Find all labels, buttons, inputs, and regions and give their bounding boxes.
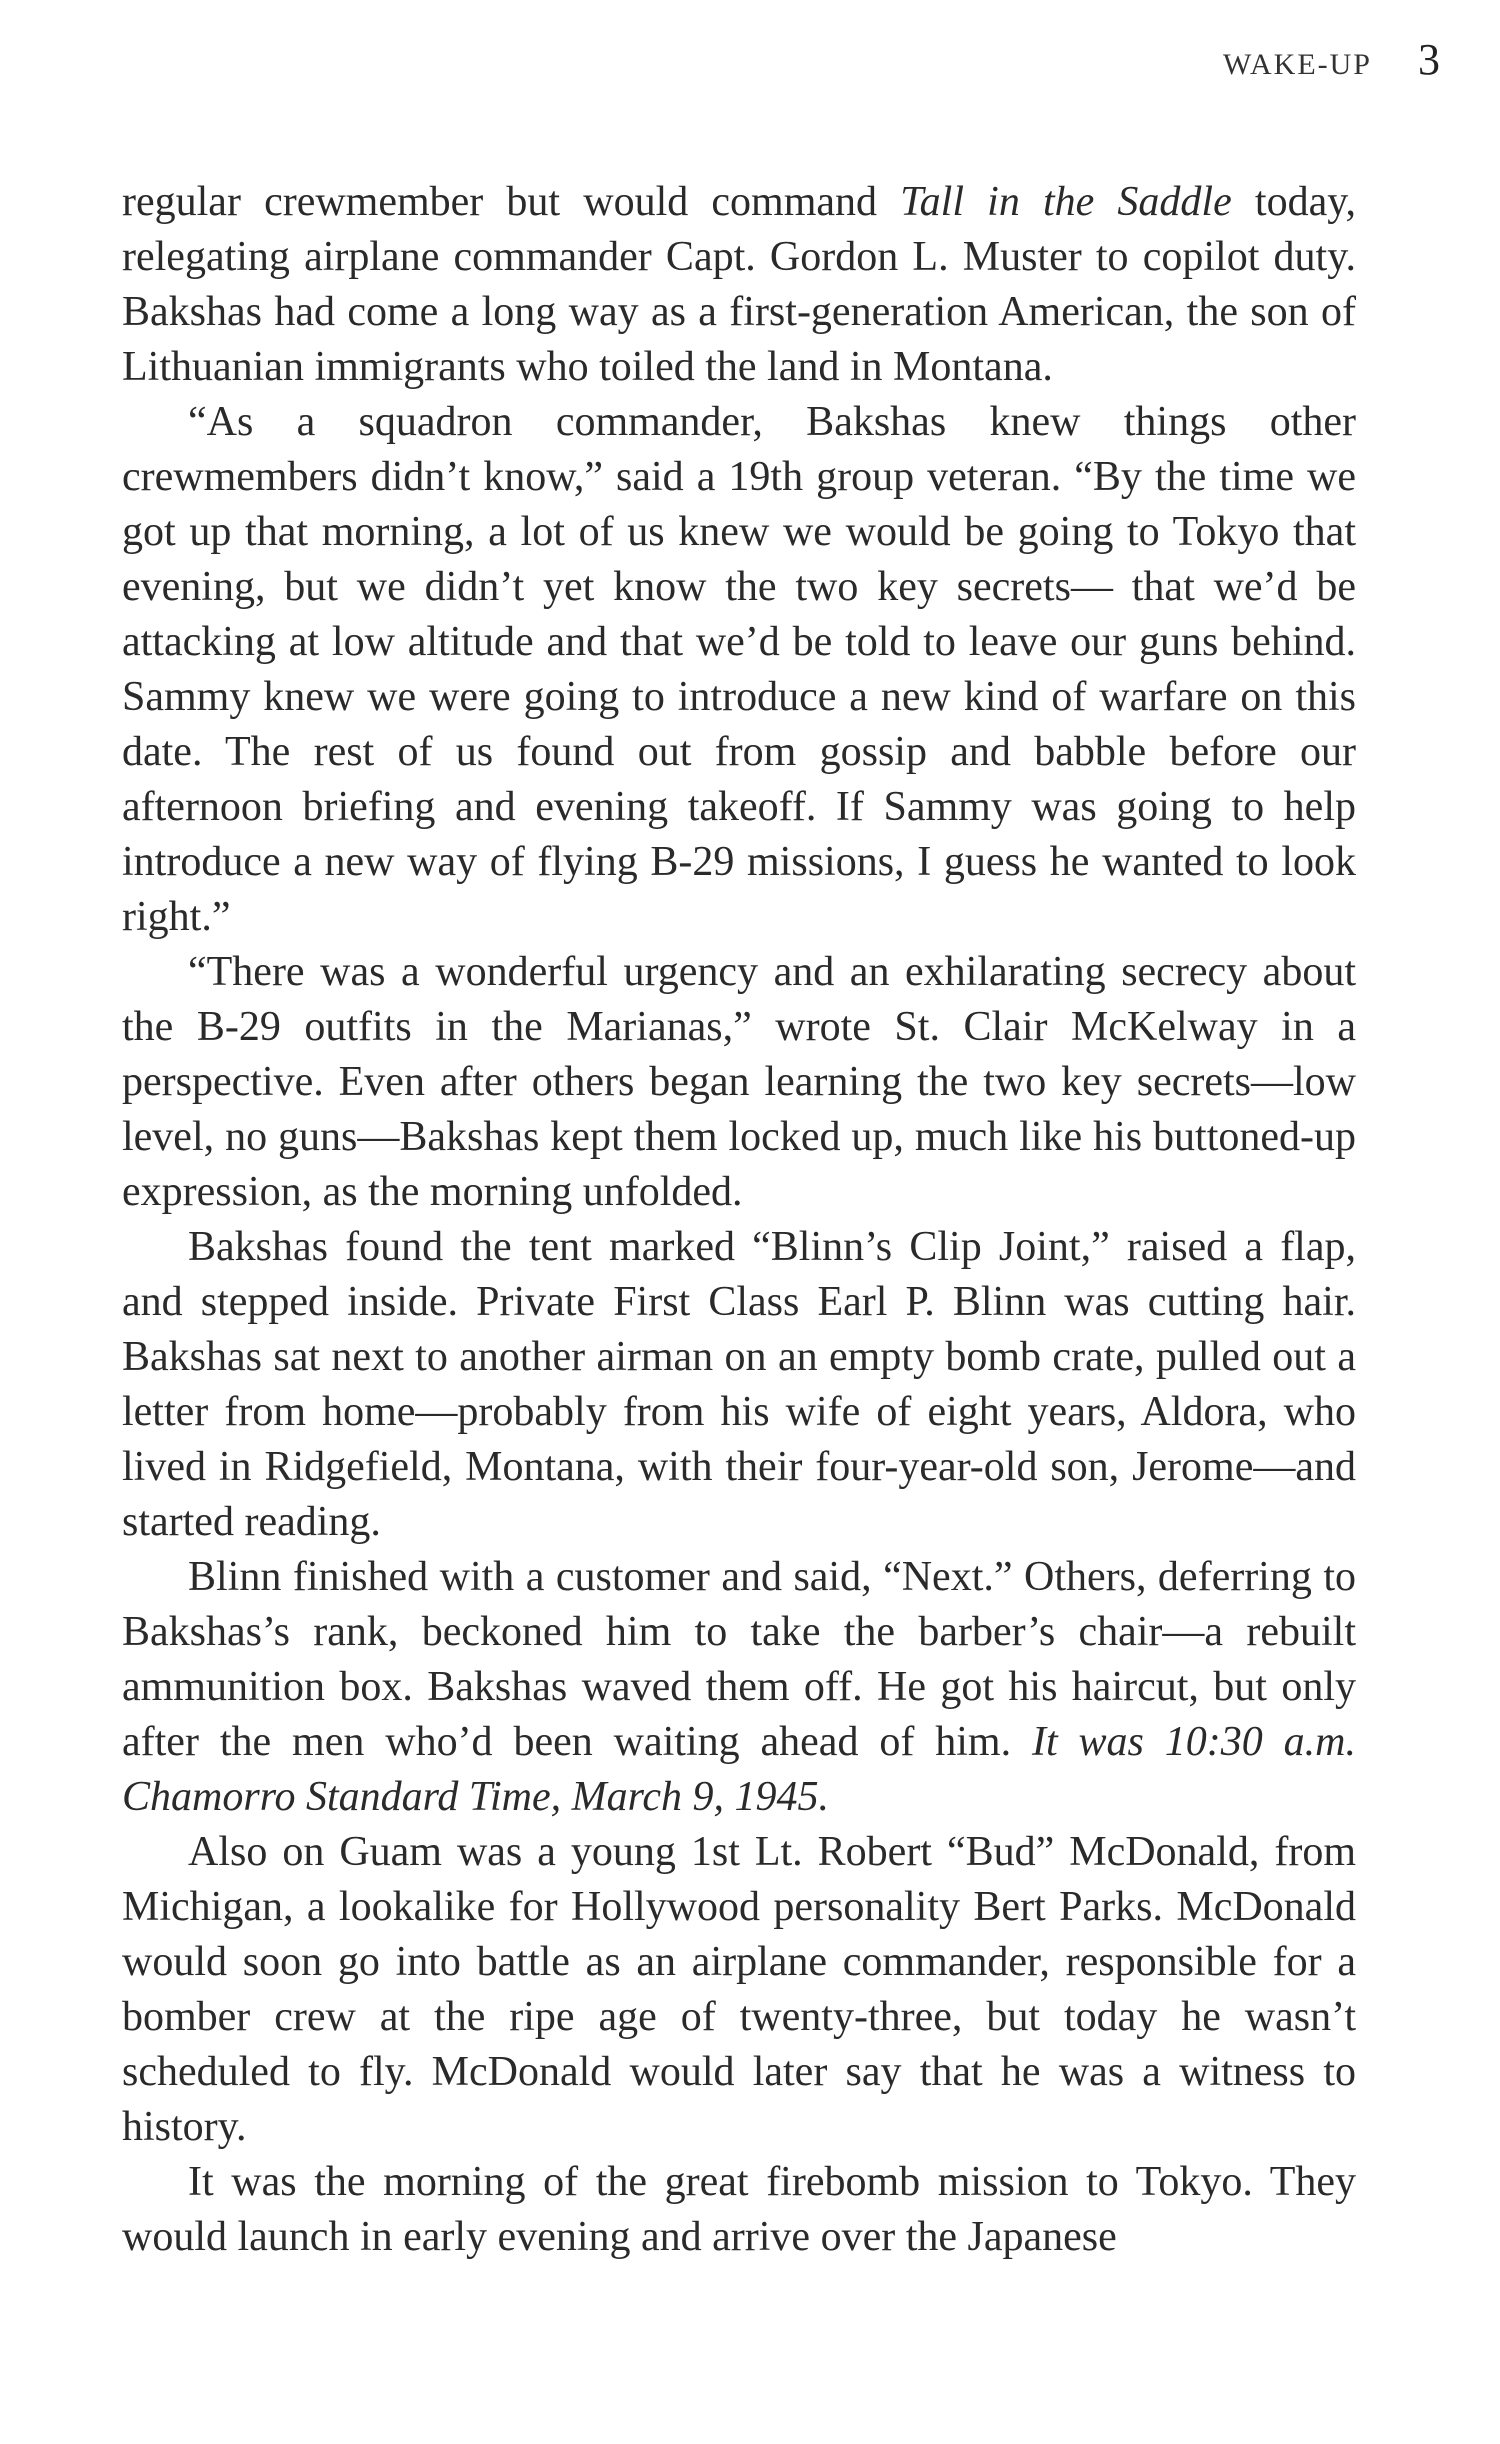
italic-text: Tall in the Saddle (900, 179, 1232, 225)
text-run: Bakshas found the tent marked “Blinn’s Clip Joint,” raised a flap, and stepped inside. Private First Class Earl P. Blinn was cutting hair. Bakshas sat next to another airman on an empty bomb crate, pulled out a letter from home—probably from his wife of eight years, Aldora, who lived in Ridgefield, Montana, with their four-year-old son, Jerome—and started reading. (122, 1224, 1356, 1545)
text-run: It was the morning of the great firebomb mission to Tokyo. They would launch in early evening and arrive over the Japanese (122, 2159, 1356, 2260)
running-title: WAKE-UP (1223, 48, 1372, 81)
italic-text: It was 10:30 a.m. Chamorro Standard Time, March 9, 1945. (122, 1719, 1356, 1820)
text-run: regular crewmember but would command (122, 179, 901, 225)
text-run: Also on Guam was a young 1st Lt. Robert “Bud” McDonald, from Michigan, a lookalike for Hollywood personality Bert Parks. McDonald would soon go into battle as an airplane commander, responsible for a bomber crew at the ripe age of twenty-three, but today he wasn’t scheduled to fly. McDonald would later say that he was a witness to history. (122, 1829, 1356, 2150)
body-text (122, 175, 1356, 2265)
paragraph (122, 945, 1356, 1220)
paragraph (122, 1825, 1356, 2155)
paragraph (122, 1550, 1356, 1825)
paragraph (122, 2155, 1356, 2265)
running-head (1150, 34, 1440, 84)
text-run: Blinn finished with a customer and said, “Next.” Others, deferring to Bakshas’s rank, beckoned him to take the barber’s chair—a rebuilt ammunition box. Bakshas waved them off. He got his haircut, but only after the men who’d been waiting ahead of him. (122, 1554, 1356, 1765)
paragraph (122, 175, 1356, 395)
text-run: today, relegating airplane commander Capt. Gordon L. Muster to copilot duty. Bakshas had come a long way as a first-generation American, the son of Lithuanian immigrants who toiled the land in Montana. (122, 179, 1356, 390)
page-number: 3 (1418, 35, 1440, 84)
paragraph (122, 1220, 1356, 1550)
text-run: “As a squadron commander, Bakshas knew things other crewmembers didn’t know,” said a 19th group veteran. “By the time we got up that morning, a lot of us knew we would be going to Tokyo that evening, but we didn’t yet know the two key secrets— that we’d be attacking at low altitude and that we’d be told to leave our guns behind. Sammy knew we were going to introduce a new kind of warfare on this date. The rest of us found out from gossip and babble before our afternoon briefing and evening takeoff. If Sammy was going to help introduce a new way of flying B-29 missions, I guess he wanted to look right.” (122, 399, 1356, 940)
paragraph (122, 395, 1356, 945)
text-run: “There was a wonderful urgency and an exhilarating secrecy about the B-29 outfits in the Marianas,” wrote St. Clair McKelway in a perspective. Even after others began learning the two key secrets—low level, no guns—Bakshas kept them locked up, much like his buttoned-up expression, as the morning unfolded. (122, 949, 1356, 1215)
